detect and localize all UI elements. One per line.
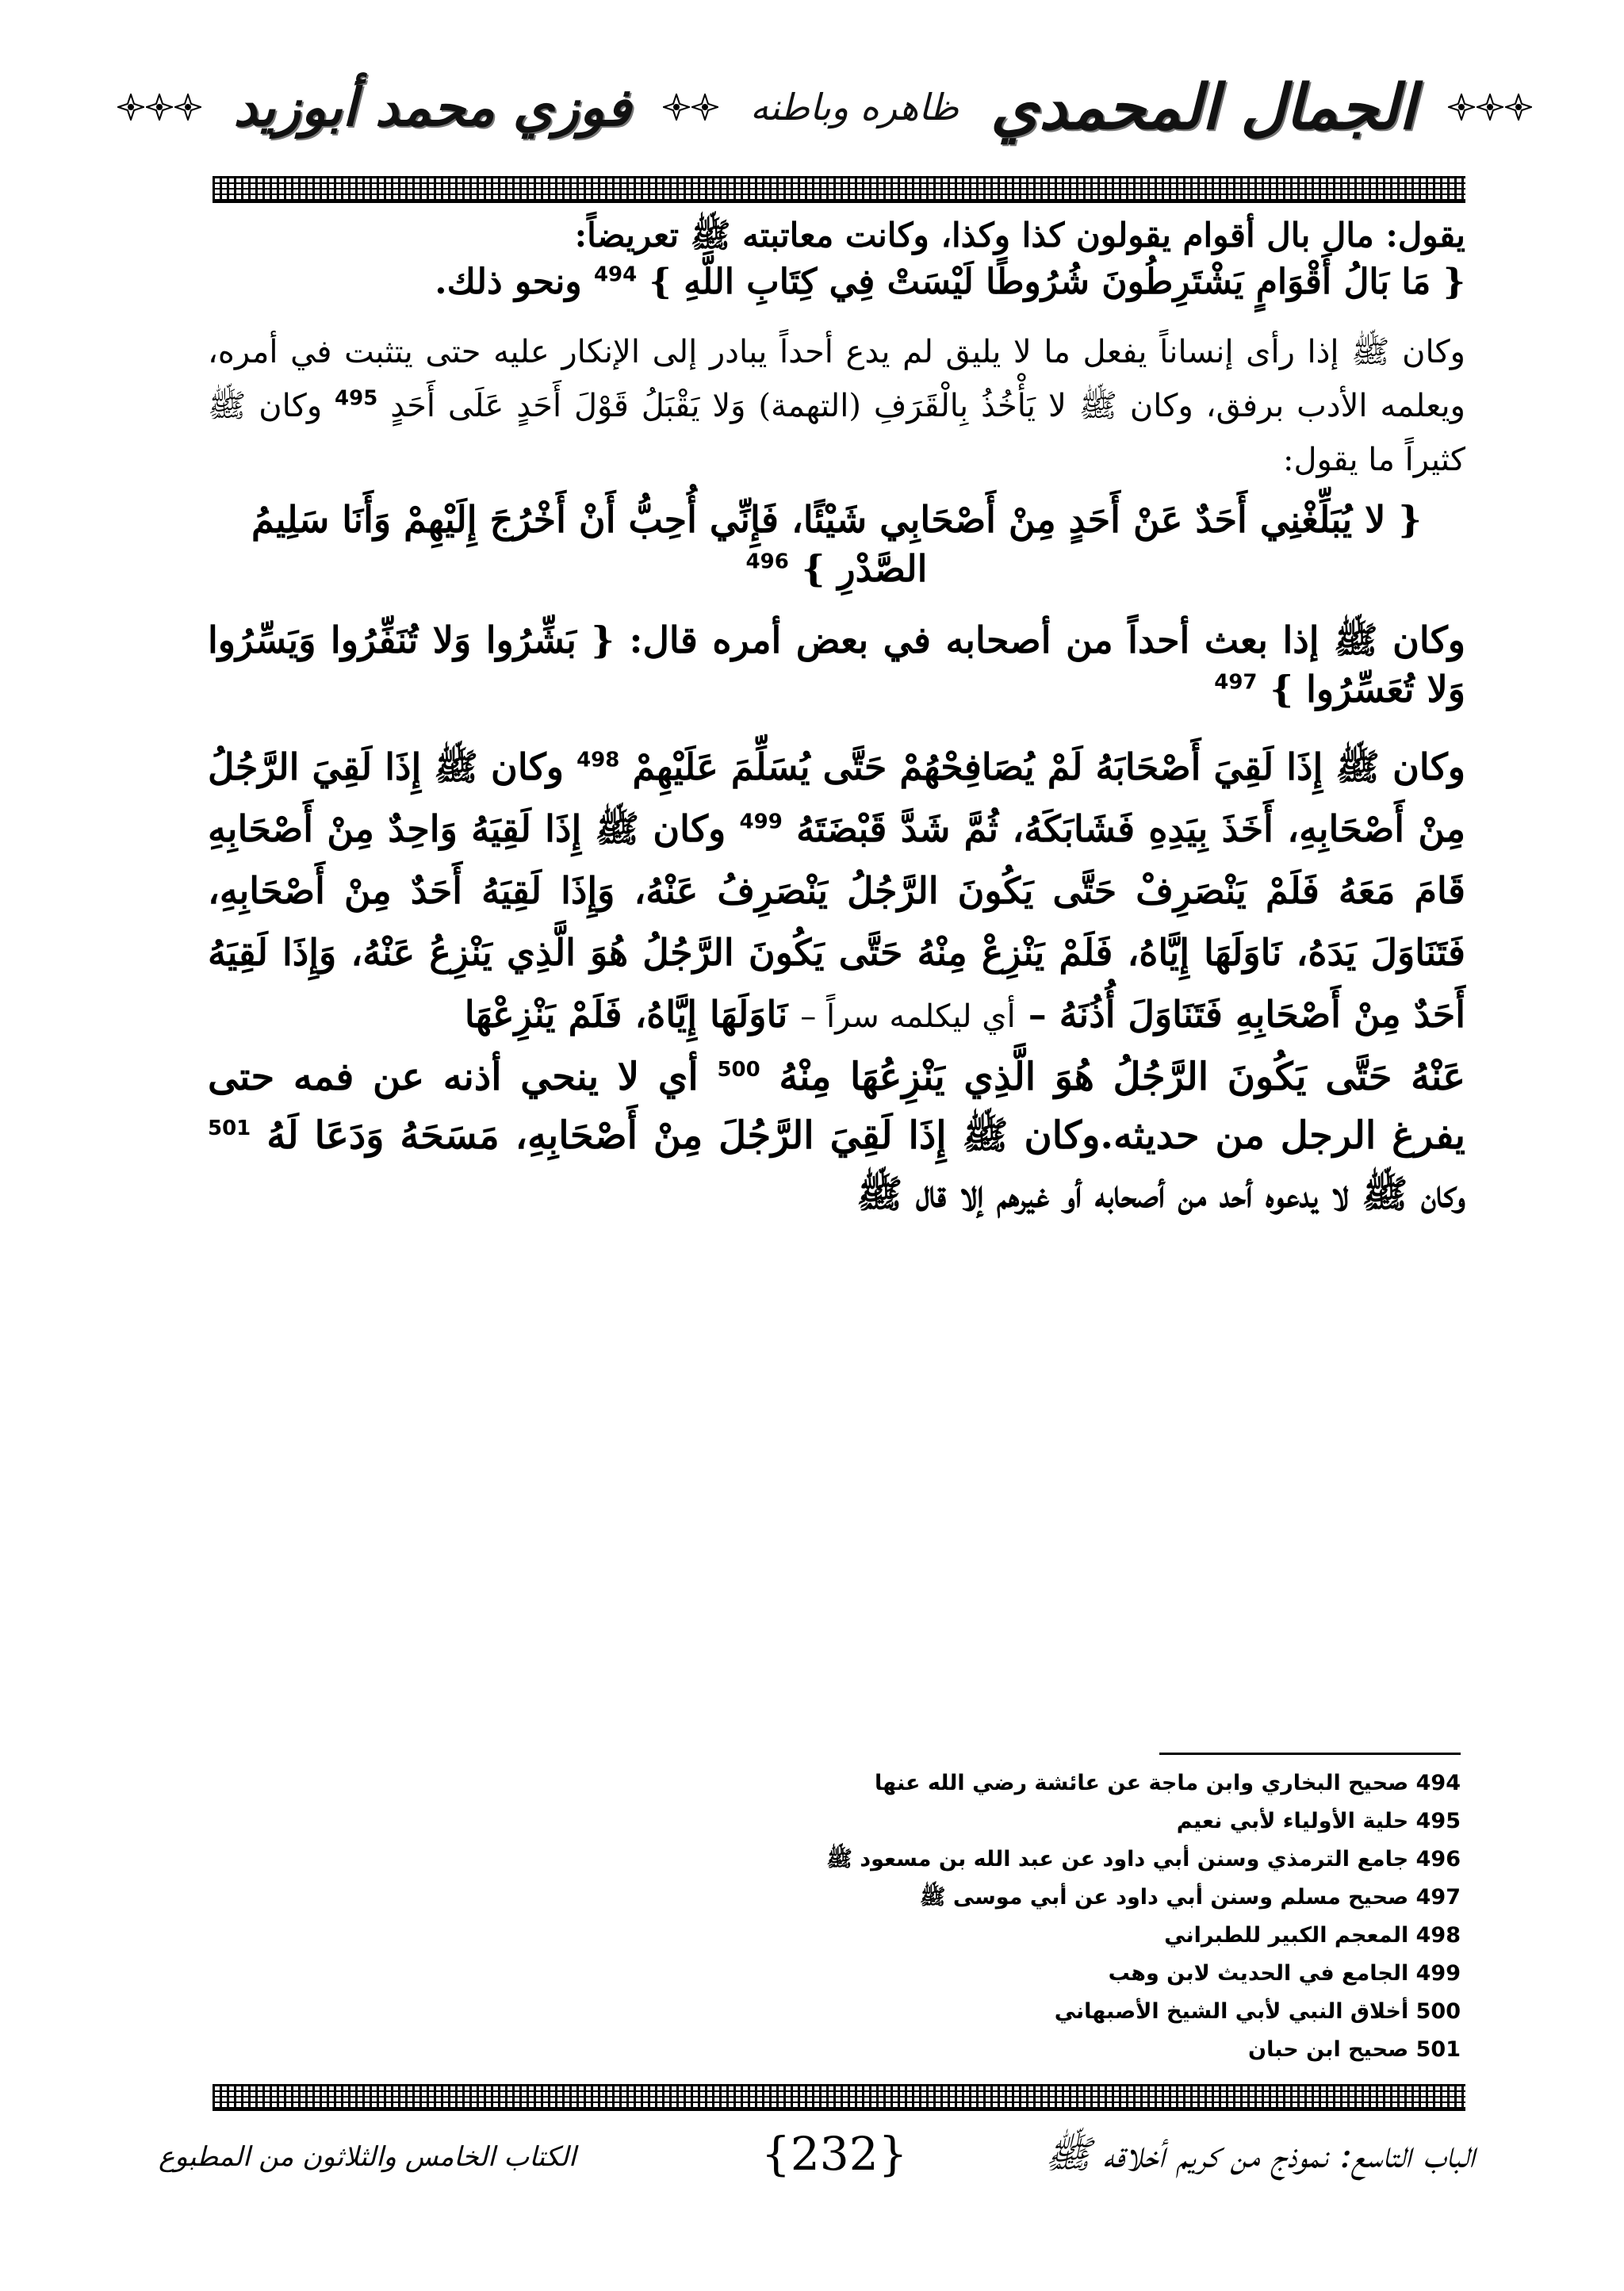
hadith-quote: { بَشِّرُوا وَلا تُنَفِّرُوا وَيَسِّرُوا وَلا تُعَسِّرُوا } bbox=[208, 619, 1465, 711]
star-ornament-icon bbox=[174, 94, 201, 121]
header-title-bar bbox=[190, 56, 1459, 159]
paragraph-text: نَاوَلَهَا إِيَّاهُ، فَلَمْ يَنْزِعْهَا bbox=[464, 993, 788, 1036]
hadith-block-quote bbox=[208, 495, 1465, 593]
paragraph-text: وكان ﷺ إِذَا لَقِيَهُ وَاحِدٌ مِنْ أَصْحَابِهِ قَامَ مَعَهُ فَلَمْ يَنْصَرِفْ حَتَّى يَكُونَ الرَّجُلُ يَنْصَرِفُ عَنْهُ، وَإِذَا لَقِيَهُ أَحَدٌ مِنْ أَصْحَابِهِ، فَتَنَاوَلَ يَدَهُ، نَاوَلَهَا إِيَّاهُ، فَلَمْ يَنْزِعْ مِنْهُ حَتَّى يَكُونَ الرَّجُلُ هُوَ الَّذِي يَنْزِعُ عَنْهُ، وَإِذَا لَقِيَهُ أَحَدٌ مِنْ أَصْحَابِهِ فَتَنَاوَلَ أُذُنَهُ – bbox=[208, 807, 1465, 1036]
paragraph-text: وكان ﷺ إذا رأى إنساناً يفعل ما لا يليق لم يدع أحداً يبادر إلى الإنكار عليه حتى يتثبت في أمره، ويعلمه الأدب برفق، وكان ﷺ لا يَأْخُذُ بِالْقَرَفِ (التهمة) وَلا يَقْبَلُ قَوْلَ أَحَدٍ عَلَى أَحَدٍ bbox=[208, 334, 1465, 424]
paragraph-1 bbox=[208, 213, 1465, 259]
footnote-item: 499 الجامع في الحديث لابن وهب bbox=[1108, 1961, 1461, 1986]
paragraph-aside: أي ليكلمه سراً – bbox=[800, 998, 1016, 1035]
paragraph-text: أي لا ينحي أذنه عن فمه حتى يفرغ الرجل من حديثه.وكان ﷺ إِذَا لَقِيَ الرَّجُلَ مِنْ أَصْحَابِهِ، مَسَحَهُ وَدَعَا لَهُ bbox=[208, 1055, 1465, 1158]
header-decorative-border bbox=[213, 176, 1465, 203]
footnote-item: 497 صحيح مسلم وسنن أبي داود عن أبي موسى ﷺ bbox=[919, 1885, 1461, 1910]
paragraph-text: يقول: مال بال أقوام يقولون كذا وكذا، وكانت معاتبته ﷺ تعريضاً: bbox=[574, 216, 1465, 255]
footnote-item: 494 صحيح البخاري وابن ماجة عن عائشة رضي الله عنها bbox=[875, 1771, 1461, 1795]
footnote-item: 498 المعجم الكبير للطبراني bbox=[1164, 1923, 1461, 1948]
footer-chapter-title: الباب التاسع: نموذج من كريم أخلاقه ﷺ bbox=[1045, 2132, 1475, 2177]
paragraph-2 bbox=[208, 325, 1465, 487]
footnote-marker[interactable]: 497 bbox=[1214, 670, 1258, 695]
paragraph-5 bbox=[208, 1048, 1465, 1224]
header-book-title: الجمال المحمدي bbox=[990, 71, 1416, 144]
star-ornament-icon bbox=[1477, 94, 1503, 121]
paragraph-text: وكان ﷺ لا يدعوه أحد من أصحابه أو غيرهم إلا قال ﷺ bbox=[856, 1172, 1465, 1216]
header-author-name: فوزي محمد أبوزيد bbox=[233, 76, 631, 138]
paragraph-1-quote-line bbox=[208, 259, 1465, 306]
paragraph-text: وكان ﷺ إِذَا لَقِيَ الرَّجُلُ مِنْ أَصْحَابِهِ، أَخَذَ بِيَدِهِ فَشَابَكَهُ، ثُمَّ شَدَّ قَبْضَتَهُ bbox=[208, 745, 1466, 850]
footnote-marker[interactable]: 500 bbox=[717, 1058, 760, 1082]
paragraph-text: وكان ﷺ إِذَا لَقِيَ أَصْحَابَهُ لَمْ يُصَافِحْهُمْ حَتَّى يُسَلِّمَ عَلَيْهِمْ bbox=[632, 745, 1465, 788]
star-ornament-icon bbox=[691, 94, 718, 121]
paragraph-text: عَنْهُ حَتَّى يَكُونَ الرَّجُلُ هُوَ الَّذِي يَنْزِعُهَا مِنْهُ bbox=[779, 1055, 1466, 1099]
paragraph-3 bbox=[208, 615, 1465, 714]
paragraph-text: ونحو ذلك. bbox=[435, 262, 582, 302]
footnote-item: 500 أخلاق النبي لأبي الشيخ الأصبهاني bbox=[1054, 1999, 1461, 2024]
page-header bbox=[190, 56, 1459, 174]
paragraph-text: وكان ﷺ إذا بعث أحداً من أصحابه في بعض أمره قال: bbox=[629, 619, 1466, 661]
header-book-subtitle: ظاهره وباطنه bbox=[749, 86, 959, 128]
footnote-marker[interactable]: 495 bbox=[335, 386, 378, 411]
star-ornament-icon bbox=[663, 94, 690, 121]
header-ornament-middle bbox=[663, 94, 718, 121]
header-ornament-right bbox=[1448, 94, 1532, 121]
star-ornament-icon bbox=[1505, 94, 1532, 121]
footnote-marker[interactable]: 501 bbox=[208, 1117, 251, 1140]
footnote-marker[interactable]: 499 bbox=[739, 810, 783, 834]
page-footer bbox=[159, 2125, 1475, 2220]
footnotes-list bbox=[793, 1764, 1461, 2069]
footnote-marker[interactable]: 498 bbox=[576, 748, 620, 772]
header-ornament-left bbox=[117, 94, 201, 121]
footnote-marker[interactable]: 494 bbox=[593, 262, 638, 287]
paragraph-text: وكان ﷺ كثيراً ما يقول: bbox=[208, 388, 1465, 478]
footer-decorative-border bbox=[213, 2084, 1465, 2111]
footer-book-label: الكتاب الخامس والثلاثون من المطبوع bbox=[159, 2141, 576, 2173]
footnote-item: 496 جامع الترمذي وسنن أبي داود عن عبد الله بن مسعود ﷺ bbox=[826, 1847, 1461, 1871]
footnote-item: 495 حلية الأولياء لأبي نعيم bbox=[1176, 1809, 1461, 1833]
page-body bbox=[208, 213, 1465, 1224]
paragraph-4 bbox=[208, 736, 1465, 1048]
star-ornament-icon bbox=[1448, 94, 1475, 121]
footnote-item: 501 صحيح ابن حبان bbox=[1248, 2037, 1461, 2062]
star-ornament-icon bbox=[146, 94, 173, 121]
star-ornament-icon bbox=[117, 94, 144, 121]
footnote-marker[interactable]: 496 bbox=[745, 550, 789, 574]
hadith-quote: { مَا بَالُ أَقْوَامٍ يَشْتَرِطُونَ شُرُوطًا لَيْسَتْ فِي كِتَابِ اللَّهِ } bbox=[649, 262, 1465, 302]
page-number: {232} bbox=[761, 2127, 908, 2181]
hadith-quote: { لا يُبَلِّغْنِي أَحَدٌ عَنْ أَحَدٍ مِنْ أَصْحَابِي شَيْئًا، فَإِنِّي أُحِبُّ أَنْ أَخْرُجَ إِلَيْهِمْ وَأَنَا سَلِيمُ الصَّدْرِ } bbox=[251, 498, 1423, 590]
footnote-separator bbox=[1159, 1753, 1461, 1755]
